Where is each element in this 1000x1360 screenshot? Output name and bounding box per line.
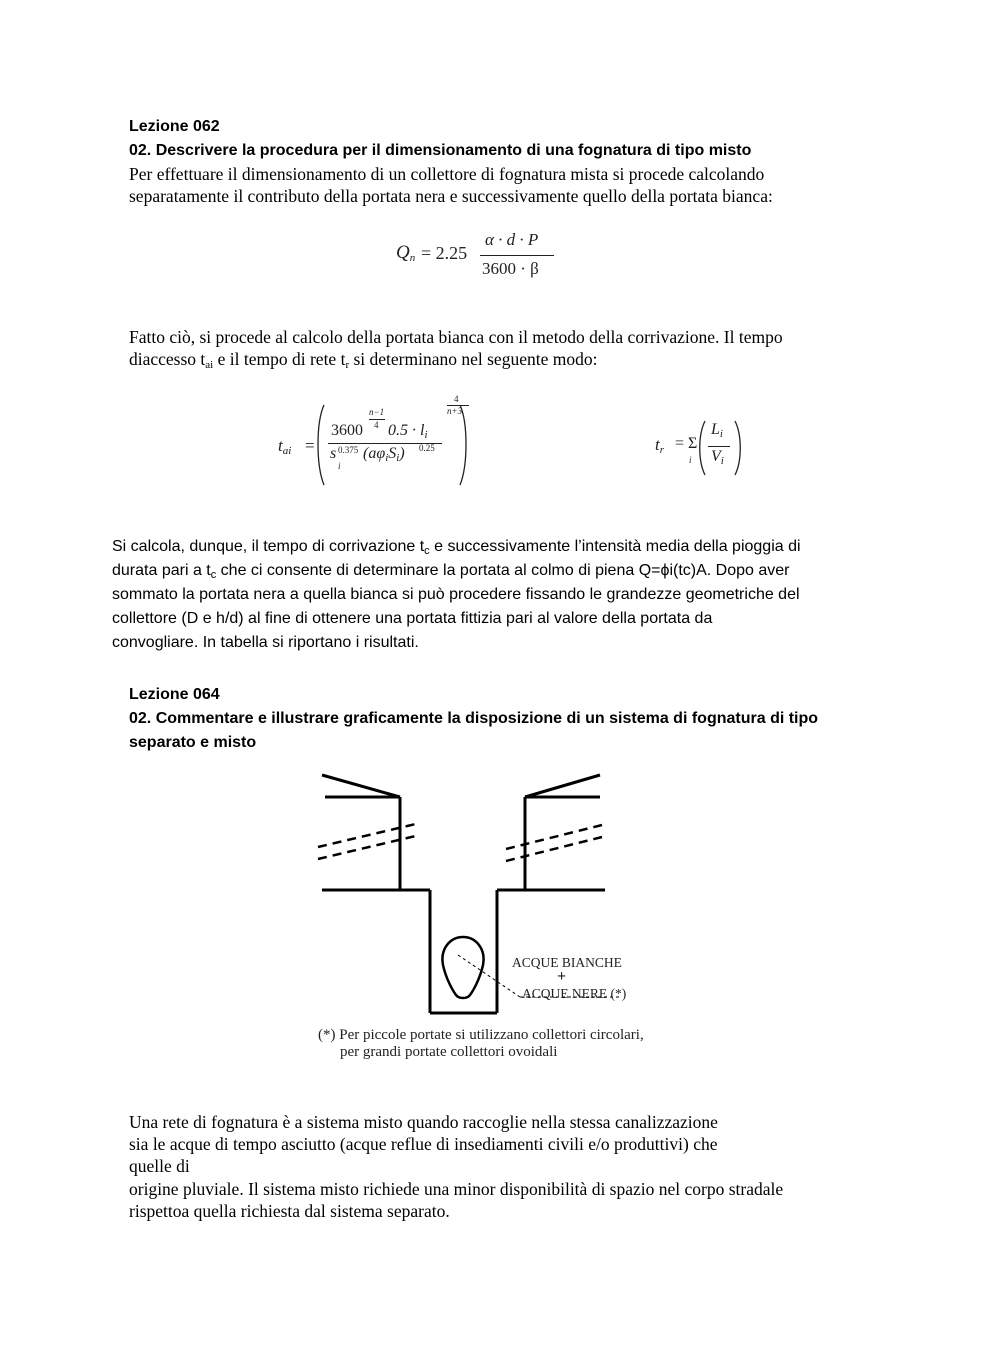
- para2-text-b: e il tempo di rete t: [213, 349, 346, 369]
- ovoid-collector: [442, 937, 483, 998]
- right-dashed-pipe-upper: [506, 825, 602, 849]
- formula-tai-den-b-s: S: [388, 445, 397, 462]
- formula-tr-num-sub: i: [719, 428, 723, 440]
- formula-tai-num-b: 0.5 · l: [388, 422, 425, 439]
- para-misto-line-1: Una rete di fognatura è a sistema misto quando raccoglie nella stessa canalizzazione: [129, 1112, 718, 1132]
- para-misto-line-3: quelle di: [129, 1156, 190, 1176]
- formula-tai-num-exp-den: 4: [374, 420, 379, 430]
- para3-line-1-sub: c: [424, 545, 430, 557]
- para2-line-2: [129, 349, 597, 371]
- formula-qn-lhs-sub: n: [409, 252, 416, 264]
- para-misto-line-2: sia le acque di tempo asciutto (acque reflue di insediamenti civili e/o produttivi) che: [129, 1134, 718, 1154]
- para2-text-c: si determinano nel seguente modo:: [349, 349, 598, 369]
- left-dashed-pipe-upper: [318, 823, 420, 847]
- formula-tai-outer-exp-den: n+3: [447, 406, 463, 416]
- intro-text-line-2: separatamente il contributo della portata nera e successivamente quello della portata bianca:: [129, 186, 773, 206]
- formula-qn: [396, 228, 566, 288]
- question-title-062: 02. Descrivere la procedura per il dimensionamento di una fognatura di tipo misto: [129, 142, 752, 159]
- formula-tai-den-b: (aφ: [363, 445, 386, 462]
- label-plus: +: [557, 968, 567, 985]
- label-leader-line: [458, 955, 520, 997]
- formula-tai-num-3600: 3600: [331, 422, 363, 439]
- formula-tai-num-b-sub: i: [424, 429, 428, 441]
- intro-text-line-1: Per effettuare il dimensionamento di un collettore di fognatura mista si procede calcolando: [129, 164, 765, 184]
- formula-tai-num-exp: n−1: [369, 407, 385, 417]
- formula-tai-den-s-sup: 0.375: [338, 445, 359, 455]
- formula-tai-den-b-sub2: i: [396, 452, 400, 464]
- para3-line-4: collettore (D e h/d) al fine di ottenere una portata fittizia pari al valore della portata da: [112, 610, 713, 627]
- left-roof-line: [322, 775, 400, 797]
- right-dashed-pipe-lower: [506, 837, 602, 861]
- para3-line-2-a: durata pari a t: [112, 562, 211, 579]
- formula-qn-coefficient: = 2.25: [421, 243, 468, 263]
- question-title-064-line-1: 02. Commentare e illustrare graficamente la disposizione di un sistema di fognatura di tipo: [129, 710, 819, 727]
- para3-line-1: [112, 538, 801, 557]
- formula-tr-sum-sub: i: [689, 455, 692, 465]
- formula-tr-den-sub: i: [720, 455, 724, 467]
- question-title-064-line-2: separato e misto: [129, 734, 257, 751]
- formula-tai-den-s: s: [330, 445, 337, 462]
- para3-line-2-b: che ci consente di determinare la portata al colmo di piena Q=ϕi(tc)A. Dopo aver: [216, 562, 790, 579]
- formula-tai-eq: =: [305, 436, 315, 455]
- formula-qn-fraction-bar: [480, 255, 554, 256]
- para3-line-3: sommato la portata nera a quella bianca si può procedere fissando le grandezze geometriche del: [112, 586, 800, 603]
- formula-tai-den-b-sub1: i: [385, 452, 389, 464]
- formula-tr: [655, 415, 755, 477]
- formula-tai-den-b-sup: 0.25: [419, 443, 435, 453]
- formula-tr-num: L: [711, 421, 720, 438]
- formula-tai-outer-exp-num: 4: [454, 394, 459, 404]
- lesson-heading-062: Lezione 062: [129, 118, 220, 135]
- diagram-note-line-2: per grandi portate collettori ovoidali: [340, 1044, 558, 1060]
- para3-line-2: [112, 562, 789, 581]
- para3-line-1-a: Si calcola, dunque, il tempo di corrivazione t: [112, 538, 425, 555]
- para-misto-line-5: rispettoa quella richiesta dal sistema separato.: [129, 1201, 450, 1221]
- formula-tr-eq-sum: = Σ: [675, 435, 698, 452]
- para3-line-1-b: e successivamente l’intensità media della pioggia di: [429, 538, 801, 555]
- para2-sub-ai: ai: [205, 359, 214, 371]
- formula-tai-den-s-sub: i: [338, 461, 341, 471]
- label-acque-bianche: ACQUE BIANCHE: [512, 955, 622, 970]
- left-dashed-pipe-lower: [318, 835, 420, 859]
- formula-tr-den: V: [711, 448, 721, 465]
- formula-tr-lhs: t: [655, 435, 660, 454]
- formula-tai-lhs: t: [278, 436, 283, 455]
- para2-line-1: Fatto ciò, si procede al calcolo della portata bianca con il metodo della corrivazione. Il tempo: [129, 327, 783, 347]
- para2-text-a: diaccesso t: [129, 349, 206, 369]
- right-roof-line: [525, 775, 600, 797]
- lesson-heading-064: Lezione 064: [129, 686, 220, 703]
- formula-qn-numerator: α · d · P: [485, 230, 539, 249]
- para3-line-5: convogliare. In tabella si riportano i risultati.: [112, 634, 419, 651]
- para2-sub-r: r: [345, 359, 350, 371]
- formula-qn-lhs: Q: [396, 242, 410, 263]
- formula-qn-denominator: 3600 · β: [482, 259, 539, 278]
- formula-tai-den-b-end: ): [399, 445, 405, 462]
- label-acque-nere: ACQUE NERE (*): [522, 986, 627, 1001]
- para-misto-line-4: origine pluviale. Il sistema misto richiede una minor disponibilità di spazio nel corpo stradale: [129, 1179, 784, 1199]
- para3-line-2-sub: c: [210, 569, 217, 581]
- formula-tr-lhs-sub: r: [659, 444, 665, 456]
- formula-tai: [278, 393, 488, 493]
- diagram-note-line-1: (*) Per piccole portate si utilizzano collettori circolari,: [318, 1027, 644, 1043]
- formula-tai-lhs-sub: ai: [282, 445, 292, 457]
